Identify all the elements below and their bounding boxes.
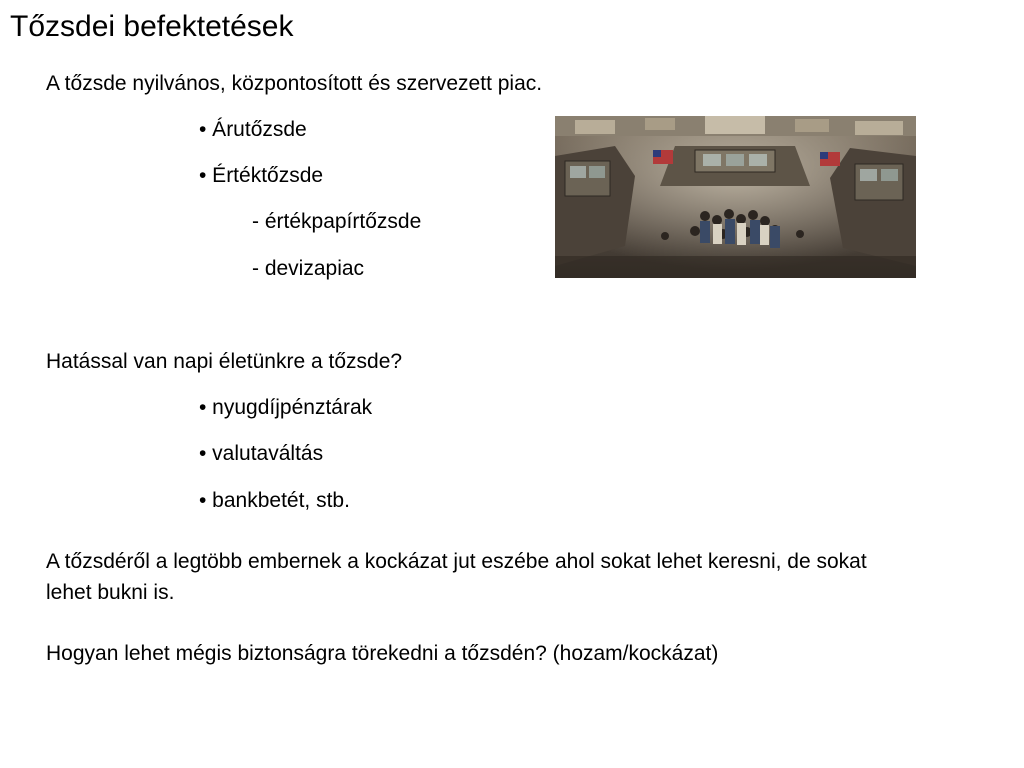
intro-text: A tőzsde nyilvános, központosított és szervezett piac. [46, 72, 543, 95]
slide-title: Tőzsdei befektetések [10, 10, 294, 43]
question-text: Hatással van napi életünkre a tőzsde? [46, 350, 403, 373]
sub-bullet-forex: - devizapiac [252, 257, 365, 280]
bullet-pension-funds: • nyugdíjpénztárak [199, 396, 373, 419]
bullet-bank-deposit: • bankbetét, stb. [199, 489, 350, 512]
trading-floor-photo [555, 116, 916, 278]
safety-question: Hogyan lehet mégis biztonságra törekedni a tőzsdén? (hozam/kockázat) [46, 642, 719, 665]
bullet-securities-exchange: • Értéktőzsde [199, 164, 324, 187]
bullet-commodity-exchange: • Árutőzsde [199, 118, 307, 141]
sub-bullet-stock-exchange: - értékpapírtőzsde [252, 210, 422, 233]
risk-paragraph: A tőzsdéről a legtöbb embernek a kockázat jut eszébe ahol sokat lehet keresni, de sokat lehet bukni is. [46, 550, 867, 604]
bullet-currency-exchange: • valutaváltás [199, 442, 324, 465]
